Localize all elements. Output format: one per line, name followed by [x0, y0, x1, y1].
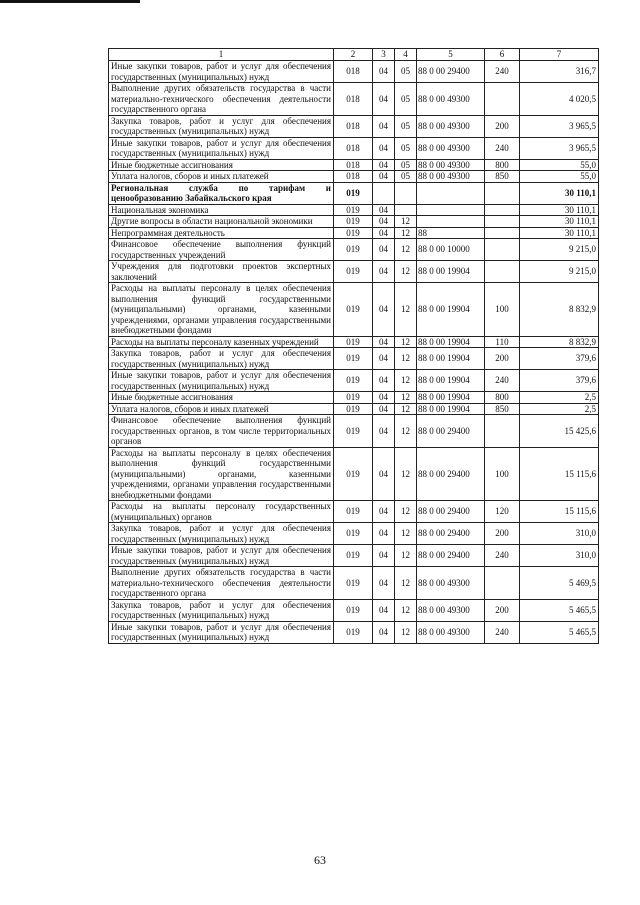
row-subsection: 12 [395, 403, 417, 415]
row-target-article: 88 0 00 49300 [417, 83, 485, 116]
row-amount: 55,0 [520, 159, 599, 171]
row-subsection: 12 [395, 415, 417, 448]
table-row [109, 348, 599, 370]
row-amount: 15 425,6 [520, 415, 599, 448]
row-expense-type: 240 [485, 137, 520, 159]
row-name: Иные бюджетные ассигнования [109, 392, 334, 404]
row-target-article: 88 0 00 29400 [417, 501, 485, 523]
row-section [373, 182, 395, 204]
row-expense-type: 100 [485, 447, 520, 501]
row-amount: 3 965,5 [520, 115, 599, 137]
table-body [109, 61, 599, 644]
row-admin-code: 019 [334, 599, 373, 621]
row-expense-type: 240 [485, 545, 520, 567]
row-admin-code: 019 [334, 415, 373, 448]
table-row [109, 171, 599, 183]
row-target-article: 88 0 00 19904 [417, 403, 485, 415]
row-subsection: 12 [395, 621, 417, 643]
row-amount: 5 465,5 [520, 621, 599, 643]
table-row [109, 159, 599, 171]
row-subsection: 12 [395, 392, 417, 404]
row-name: Уплата налогов, сборов и иных платежей [109, 403, 334, 415]
row-expense-type [485, 216, 520, 228]
row-name: Уплата налогов, сборов и иных платежей [109, 171, 334, 183]
row-expense-type [485, 415, 520, 448]
row-expense-type: 200 [485, 599, 520, 621]
row-section: 04 [373, 171, 395, 183]
row-section: 04 [373, 599, 395, 621]
row-amount: 379,6 [520, 348, 599, 370]
row-section: 04 [373, 348, 395, 370]
row-subsection: 12 [395, 261, 417, 283]
row-section: 04 [373, 216, 395, 228]
row-amount: 4 020,5 [520, 83, 599, 116]
row-name: Расходы на выплаты персоналу государственных (муниципальных) органов [109, 501, 334, 523]
row-name: Закупка товаров, работ и услуг для обеспечения государственных (муниципальных) нужд [109, 523, 334, 545]
row-name: Финансовое обеспечение выполнения функций государственных органов, в том числе территориальных органов [109, 415, 334, 448]
row-name: Региональная служба по тарифам и ценообразованию Забайкальского края [109, 182, 334, 204]
table-row [109, 403, 599, 415]
row-target-article: 88 0 00 49300 [417, 137, 485, 159]
row-subsection: 12 [395, 227, 417, 239]
row-admin-code: 019 [334, 392, 373, 404]
row-section: 04 [373, 336, 395, 348]
row-section: 04 [373, 204, 395, 216]
row-admin-code: 019 [334, 403, 373, 415]
row-expense-type [485, 567, 520, 600]
row-section: 04 [373, 415, 395, 448]
row-admin-code: 018 [334, 115, 373, 137]
table-row [109, 567, 599, 600]
col-header-5: 5 [417, 49, 485, 61]
row-expense-type: 200 [485, 523, 520, 545]
row-admin-code: 019 [334, 523, 373, 545]
row-target-article: 88 0 00 49300 [417, 171, 485, 183]
col-header-7: 7 [520, 49, 599, 61]
row-target-article: 88 0 00 29400 [417, 415, 485, 448]
row-expense-type: 850 [485, 403, 520, 415]
row-expense-type: 800 [485, 392, 520, 404]
row-expense-type [485, 261, 520, 283]
col-header-4: 4 [395, 49, 417, 61]
table-row [109, 216, 599, 228]
row-amount: 55,0 [520, 171, 599, 183]
row-target-article: 88 0 00 29400 [417, 447, 485, 501]
row-subsection: 05 [395, 171, 417, 183]
row-admin-code: 018 [334, 171, 373, 183]
row-expense-type [485, 182, 520, 204]
row-amount: 30 110,1 [520, 227, 599, 239]
row-target-article: 88 0 00 19904 [417, 283, 485, 337]
table-row [109, 621, 599, 643]
row-section: 04 [373, 447, 395, 501]
table-row [109, 336, 599, 348]
row-subsection [395, 204, 417, 216]
row-target-article: 88 0 00 29400 [417, 523, 485, 545]
table-row [109, 204, 599, 216]
row-section: 04 [373, 523, 395, 545]
row-target-article: 88 0 00 49300 [417, 159, 485, 171]
row-name: Национальная экономика [109, 204, 334, 216]
col-header-3: 3 [373, 49, 395, 61]
table-row [109, 239, 599, 261]
col-header-1: 1 [109, 49, 334, 61]
row-section: 04 [373, 159, 395, 171]
row-section: 04 [373, 137, 395, 159]
row-name: Финансовое обеспечение выполнения функций государственных учреждений [109, 239, 334, 261]
row-amount: 3 965,5 [520, 137, 599, 159]
scan-edge-mark [0, 0, 140, 3]
row-subsection: 12 [395, 501, 417, 523]
row-subsection: 12 [395, 523, 417, 545]
row-admin-code: 019 [334, 567, 373, 600]
row-subsection: 12 [395, 216, 417, 228]
row-name: Иные закупки товаров, работ и услуг для обеспечения государственных (муниципальных) нужд [109, 621, 334, 643]
row-expense-type: 240 [485, 621, 520, 643]
row-amount: 2,5 [520, 403, 599, 415]
row-admin-code: 018 [334, 83, 373, 116]
row-name: Непрограммная деятельность [109, 227, 334, 239]
row-expense-type: 200 [485, 348, 520, 370]
table-row [109, 283, 599, 337]
row-target-article: 88 0 00 19904 [417, 348, 485, 370]
row-amount: 15 115,6 [520, 501, 599, 523]
row-section: 04 [373, 83, 395, 116]
col-header-2: 2 [334, 49, 373, 61]
row-name: Выполнение других обязательств государства в части материально-технического обеспечения деятельности государственного органа [109, 567, 334, 600]
row-amount: 310,0 [520, 545, 599, 567]
row-section: 04 [373, 61, 395, 83]
row-admin-code: 019 [334, 182, 373, 204]
table-row [109, 415, 599, 448]
row-section: 04 [373, 261, 395, 283]
row-target-article: 88 0 00 29400 [417, 545, 485, 567]
table-row [109, 137, 599, 159]
table-row [109, 599, 599, 621]
row-expense-type: 800 [485, 159, 520, 171]
table-row [109, 83, 599, 116]
row-subsection: 05 [395, 137, 417, 159]
row-admin-code: 019 [334, 239, 373, 261]
row-subsection: 12 [395, 370, 417, 392]
row-name: Расходы на выплаты персоналу казенных учреждений [109, 336, 334, 348]
row-amount: 310,0 [520, 523, 599, 545]
row-admin-code: 018 [334, 61, 373, 83]
table-row [109, 61, 599, 83]
table-row [109, 261, 599, 283]
row-section: 04 [373, 621, 395, 643]
row-name: Закупка товаров, работ и услуг для обеспечения государственных (муниципальных) нужд [109, 348, 334, 370]
row-subsection: 05 [395, 159, 417, 171]
row-target-article: 88 [417, 227, 485, 239]
row-admin-code: 019 [334, 216, 373, 228]
row-name: Расходы на выплаты персоналу в целях обеспечения выполнения функций государственными (муниципальными) органами, казенными учреждениями, органами управления государственными внебюджетными фондами [109, 283, 334, 337]
row-section: 04 [373, 227, 395, 239]
row-name: Другие вопросы в области национальной экономики [109, 216, 334, 228]
row-section: 04 [373, 283, 395, 337]
row-admin-code: 018 [334, 137, 373, 159]
row-target-article: 88 0 00 19904 [417, 370, 485, 392]
row-admin-code: 019 [334, 348, 373, 370]
row-section: 04 [373, 115, 395, 137]
row-name: Учреждения для подготовки проектов экспертных заключений [109, 261, 334, 283]
row-expense-type: 240 [485, 61, 520, 83]
row-target-article [417, 204, 485, 216]
row-amount: 8 832,9 [520, 336, 599, 348]
row-subsection: 12 [395, 336, 417, 348]
row-amount: 30 110,1 [520, 216, 599, 228]
row-subsection: 12 [395, 599, 417, 621]
row-subsection: 05 [395, 61, 417, 83]
row-subsection: 12 [395, 545, 417, 567]
row-amount: 8 832,9 [520, 283, 599, 337]
row-subsection: 12 [395, 567, 417, 600]
budget-table [108, 48, 599, 644]
row-admin-code: 019 [334, 283, 373, 337]
table-row [109, 501, 599, 523]
row-admin-code: 019 [334, 501, 373, 523]
row-amount: 379,6 [520, 370, 599, 392]
row-name: Иные закупки товаров, работ и услуг для обеспечения государственных (муниципальных) нужд [109, 545, 334, 567]
table-row [109, 392, 599, 404]
row-target-article: 88 0 00 29400 [417, 61, 485, 83]
row-section: 04 [373, 501, 395, 523]
col-header-6: 6 [485, 49, 520, 61]
row-target-article [417, 182, 485, 204]
row-target-article: 88 0 00 19904 [417, 336, 485, 348]
row-amount: 9 215,0 [520, 239, 599, 261]
row-subsection: 12 [395, 348, 417, 370]
row-target-article: 88 0 00 49300 [417, 621, 485, 643]
row-expense-type [485, 227, 520, 239]
table-row [109, 545, 599, 567]
row-expense-type: 110 [485, 336, 520, 348]
row-section: 04 [373, 403, 395, 415]
row-admin-code: 019 [334, 227, 373, 239]
row-expense-type [485, 83, 520, 116]
row-target-article: 88 0 00 49300 [417, 115, 485, 137]
header-row [109, 49, 599, 61]
row-section: 04 [373, 567, 395, 600]
row-section: 04 [373, 545, 395, 567]
row-section: 04 [373, 392, 395, 404]
row-expense-type [485, 204, 520, 216]
row-name: Расходы на выплаты персоналу в целях обеспечения выполнения функций государственными (муниципальными) органами, казенными учреждениями, органами управления государственными внебюджетными фондами [109, 447, 334, 501]
row-name: Иные закупки товаров, работ и услуг для обеспечения государственных (муниципальных) нужд [109, 370, 334, 392]
row-expense-type: 240 [485, 370, 520, 392]
row-name: Выполнение других обязательств государства в части материально-технического обеспечения деятельности государственного органа [109, 83, 334, 116]
row-expense-type: 100 [485, 283, 520, 337]
row-amount: 30 110,1 [520, 182, 599, 204]
row-admin-code: 019 [334, 447, 373, 501]
row-subsection: 12 [395, 447, 417, 501]
row-expense-type: 120 [485, 501, 520, 523]
row-name: Иные бюджетные ассигнования [109, 159, 334, 171]
row-admin-code: 019 [334, 545, 373, 567]
table-row [109, 227, 599, 239]
table-row [109, 370, 599, 392]
row-subsection: 12 [395, 283, 417, 337]
row-subsection: 05 [395, 115, 417, 137]
row-section: 04 [373, 370, 395, 392]
row-expense-type: 200 [485, 115, 520, 137]
row-admin-code: 019 [334, 336, 373, 348]
row-name: Иные закупки товаров, работ и услуг для обеспечения государственных (муниципальных) нужд [109, 137, 334, 159]
row-subsection [395, 182, 417, 204]
row-admin-code: 019 [334, 370, 373, 392]
row-target-article: 88 0 00 49300 [417, 599, 485, 621]
table-row [109, 523, 599, 545]
row-amount: 30 110,1 [520, 204, 599, 216]
row-admin-code: 019 [334, 621, 373, 643]
row-amount: 316,7 [520, 61, 599, 83]
row-admin-code: 019 [334, 204, 373, 216]
row-subsection: 12 [395, 239, 417, 261]
row-name: Иные закупки товаров, работ и услуг для обеспечения государственных (муниципальных) нужд [109, 61, 334, 83]
row-target-article: 88 0 00 10000 [417, 239, 485, 261]
table-row [109, 182, 599, 204]
row-name: Закупка товаров, работ и услуг для обеспечения государственных (муниципальных) нужд [109, 115, 334, 137]
table-row [109, 447, 599, 501]
row-target-article: 88 0 00 19904 [417, 261, 485, 283]
row-subsection: 05 [395, 83, 417, 116]
row-amount: 2,5 [520, 392, 599, 404]
table-row [109, 115, 599, 137]
row-expense-type [485, 239, 520, 261]
row-section: 04 [373, 239, 395, 261]
row-target-article [417, 216, 485, 228]
row-amount: 9 215,0 [520, 261, 599, 283]
row-amount: 5 469,5 [520, 567, 599, 600]
row-amount: 5 465,5 [520, 599, 599, 621]
row-amount: 15 115,6 [520, 447, 599, 501]
row-admin-code: 019 [334, 261, 373, 283]
row-target-article: 88 0 00 19904 [417, 392, 485, 404]
row-target-article: 88 0 00 49300 [417, 567, 485, 600]
row-admin-code: 018 [334, 159, 373, 171]
row-name: Закупка товаров, работ и услуг для обеспечения государственных (муниципальных) нужд [109, 599, 334, 621]
row-expense-type: 850 [485, 171, 520, 183]
page-number: 63 [314, 853, 326, 867]
